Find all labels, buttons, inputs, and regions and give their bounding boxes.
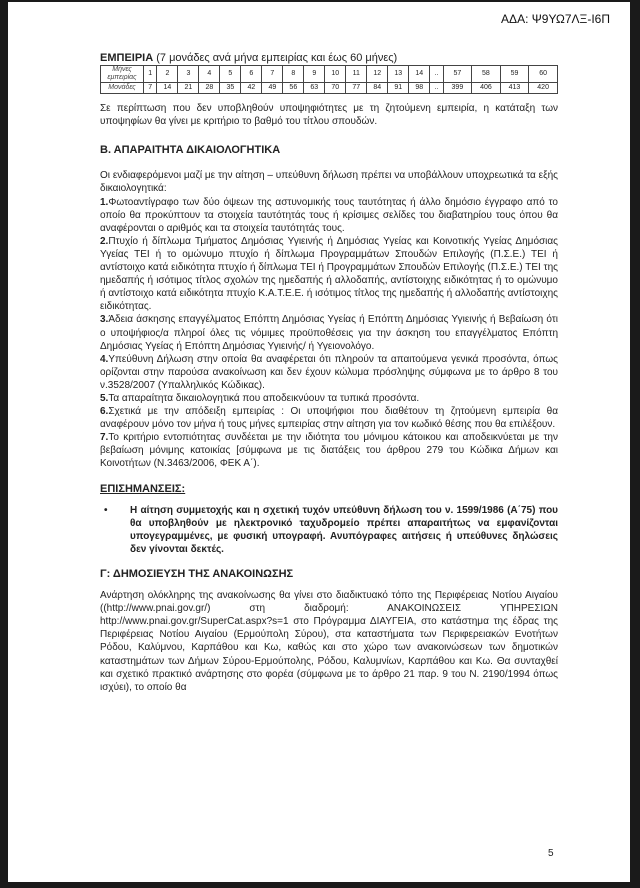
- experience-heading-bold: ΕΜΠΕΙΡΙΑ: [100, 52, 154, 64]
- months-cell: 14: [409, 66, 430, 83]
- units-cell: 413: [500, 83, 529, 94]
- units-cell: 49: [262, 83, 283, 94]
- units-cell: 35: [220, 83, 241, 94]
- months-cell: 8: [283, 66, 304, 83]
- document-item-number: 4.: [100, 353, 109, 365]
- units-cell: 399: [443, 83, 472, 94]
- months-cell: 4: [199, 66, 220, 83]
- units-cell: 84: [367, 83, 388, 94]
- notes-bullet-item: [100, 504, 558, 556]
- section-c-title: Γ: ΔΗΜΟΣΙΕΥΣΗ ΤΗΣ ΑΝΑΚΟΙΝΩΣΗΣ: [100, 568, 294, 580]
- units-cell: ..: [430, 83, 443, 94]
- document-item-number: 1.: [100, 196, 109, 208]
- units-cell: 56: [283, 83, 304, 94]
- months-cell: 57: [443, 66, 472, 83]
- notes-text: Η αίτηση συμμετοχής και η σχετική τυχόν υπεύθυνη δήλωση του ν. 1599/1986 (Α΄75) που θα υποβληθούν με ηλεκτρονικό ταχυδρομείο πρέπει απαραιτήτως να εμφανίζονται υπογεγραμμένες, με φυσική υπογραφή. Ανυπόγραφες αιτήσεις ή υπεύθυνες δηλώσεις δεν γίνονται δεκτές.: [130, 504, 558, 555]
- months-cell: 60: [529, 66, 558, 83]
- notes-title: ΕΠΙΣΗΜΑΝΣΕΙΣ:: [100, 482, 186, 495]
- units-cell: 63: [304, 83, 325, 94]
- document-item-text: Υπεύθυνη Δήλωση στην οποία θα αναφέρεται ότι πληρούν τα απαιτούμενα γενικά προσόντα, όπως ορίζονται στην παρούσα ανακοίνωση και δεν έχουν κώλυμα πρόσληψης σύμφωνα με το άρθρο 8 του ν.3528/2007 (Υπαλληλικός Κώδικας).: [100, 353, 558, 391]
- units-cell: 91: [388, 83, 409, 94]
- months-cell: 1: [144, 66, 157, 83]
- months-cell: 13: [388, 66, 409, 83]
- document-item-text: Σχετικά με την απόδειξη εμπειρίας : Οι υποψήφιοι που διαθέτουν τη ζητούμενη εμπειρία θα αναφέρουν μόνο τον μήνα ή τους μήνες εμπειρίας στην αίτηση για τον κωδικό θέσης που θα επιλέξουν.: [100, 406, 558, 431]
- months-cell: 5: [220, 66, 241, 83]
- document-item-number: 6.: [100, 406, 109, 418]
- months-row-label: Μήνες εμπειρίας: [101, 66, 144, 83]
- document-item-text: Το κριτήριο εντοπιότητας συνδέεται με την ιδιότητα του μόνιμου κάτοικου και αποδεικνύεται με την βεβαίωση μόνιμης κατοικίας [σύμφωνα με τις διατάξεις του άρθρου 279 του Κώδικα Δήμων και Κοινοτήτων (Ν.3463/2006, ΦΕΚ Α΄).: [100, 432, 558, 470]
- document-item-text: Άδεια άσκησης επαγγέλματος Επόπτη Δημόσιας Υγείας ή Επόπτη Δημόσιας Υγιεινής ή Βεβαίωση ότι ο υποψήφιος/α πληροί όλες τις νόμιμες προϋποθέσεις για την άσκηση του επαγγέλματος Επόπτη Δημόσιας Υγείας ή Επόπτη Δημόσιας Υγιεινής/ ή Υγειονολόγο.: [100, 314, 558, 352]
- units-row-label: Μονάδες: [101, 83, 144, 94]
- document-item-number: 5.: [100, 392, 109, 404]
- units-cell: 7: [144, 83, 157, 94]
- document-item-number: 7.: [100, 432, 109, 444]
- units-cell: 98: [409, 83, 430, 94]
- units-cell: 70: [325, 83, 346, 94]
- units-cell: 14: [157, 83, 178, 94]
- document-item: [100, 235, 558, 314]
- document-item: [100, 313, 558, 352]
- document-item-text: Πτυχίο ή δίπλωμα Τμήματος Δημόσιας Υγιεινής ή Δημόσιας Υγείας και Κοινοτικής Υγείας Δημόσιας Υγείας ΤΕΙ ή το ομώνυμο πτυχίο ή δίπλωμα Προγραμμάτων Σπουδών Επιλογής (Π.Σ.Ε.) ΤΕΙ ή αντίστοιχο κατά ειδικότητα πτυχίο ή δίπλωμα ΤΕΙ ή Προγραμμάτων Σπουδών Επιλογής (Π.Σ.Ε.) ΤΕΙ της ημεδαπής ή ισότιμος τίτλος σχολών της ημεδαπής ή αλλοδαπής, αντίστοιχης ειδικότητας ή το ομώνυμο ή αντίστοιχο κατά ειδικότητα πτυχίο Κ.Α.Τ.Ε.Ε. ή ισότιμος τίτλος της ημεδαπής ή αλλοδαπής αντίστοιχης ειδικότητας.: [100, 235, 558, 313]
- document-item: [100, 353, 558, 392]
- section-b-title: Β. ΑΠΑΡΑΙΤΗΤΑ ΔΙΚΑΙΟΛΟΓΗΤΙΚΑ: [100, 144, 281, 157]
- document-item-text: Τα απαραίτητα δικαιολογητικά που αποδεικνύουν τα τυπικά προσόντα.: [108, 392, 420, 404]
- months-cell: 3: [178, 66, 199, 83]
- document-item: [100, 196, 558, 235]
- document-item-number: 2.: [100, 235, 109, 247]
- document-item: [100, 431, 558, 470]
- document-item: [100, 405, 558, 431]
- bullet-icon: •: [104, 504, 108, 516]
- section-b-intro: Οι ενδιαφερόμενοι μαζί με την αίτηση – υπεύθυνη δήλωση πρέπει να υποβάλλουν υποχρεωτικά τα εξής δικαιολογητικά:: [100, 170, 558, 195]
- units-cell: 28: [199, 83, 220, 94]
- section-c-text: Ανάρτηση ολόκληρης της ανακοίνωσης θα γίνει στο διαδικτυακό τόπο της Περιφέρειας Νοτίου Αιγαίου ((http://www.pnai.gov.gr/) στη διαδρομή: ΑΝΑΚΟΙΝΩΣΕΙΣ ΥΠΗΡΕΣΙΩΝ http://www.pnai.gov.gr/SuperCat.aspx?s=1 στο Πρόγραμμα ΔΙΑΥΓΕΙΑ, στο κατάστημα της έδρας της Περιφέρειας Νοτίου Αιγαίου (Ερμούπολη Σύρου), στα καταστήματα των Περιφερειακών Ενοτήτων Ρόδου, Καλύμνου, Καρπάθου και Κω, καθώς και στο χώρο των ανακοινώσεων των δημοτικών καταστημάτων των Δήμων Σύρου-Ερμούπολης, Ρόδου, Καλυμνίων, Καρπάθου και Κω. Θα συνταχθεί και σχετικό πρακτικό ανάρτησης στο φορέα (σύμφωνα με το άρθρο 21 παρ. 9 του Ν. 2190/1994 όπως ισχύει), το οποίο θα: [100, 590, 558, 693]
- units-cell: 406: [472, 83, 501, 94]
- experience-heading-rest: (7 μονάδες ανά μήνα εμπειρίας και έως 60 μήνες): [153, 52, 398, 64]
- units-cell: 21: [178, 83, 199, 94]
- page-number: 5: [548, 848, 554, 859]
- months-cell: 9: [304, 66, 325, 83]
- document-page: [8, 2, 630, 882]
- months-cell: 10: [325, 66, 346, 83]
- ada-code: ΑΔΑ: Ψ9ΥΩ7ΛΞ-Ι6Π: [501, 12, 610, 26]
- documents-list: [100, 196, 558, 471]
- document-item: [100, 392, 558, 405]
- document-item-number: 3.: [100, 314, 109, 326]
- document-item-text: Φωτοαντίγραφο των δύο όψεων της αστυνομικής τους ταυτότητας ή άλλο δημόσιο έγγραφο από το οποίο θα προκύπτουν τα στοιχεία ταυτότητάς τους ή κρίσιμες σελίδες του διαβατηρίου τους όπου θα αναφέρονται ο αριθμός και τα στοιχεία ταυτότητάς τους.: [100, 196, 558, 234]
- units-cell: 420: [529, 83, 558, 94]
- months-row: [101, 66, 558, 83]
- months-cell: 2: [157, 66, 178, 83]
- months-cell: 59: [500, 66, 529, 83]
- months-cell: ..: [430, 66, 443, 83]
- months-cell: 7: [262, 66, 283, 83]
- months-cell: 58: [472, 66, 501, 83]
- months-cell: 6: [241, 66, 262, 83]
- experience-heading: [100, 52, 558, 65]
- experience-note: Σε περίπτωση που δεν υποβληθούν υποψηφιότητες με τη ζητούμενη εμπειρία, η κατάταξη των υποψηφίων θα γίνει με κριτήριο το βαθμό του τίτλου σπουδών.: [100, 103, 558, 128]
- units-cell: 77: [346, 83, 367, 94]
- months-cell: 12: [367, 66, 388, 83]
- page-content: [100, 52, 558, 694]
- experience-table: [100, 65, 558, 94]
- units-row: [101, 83, 558, 94]
- months-cell: 11: [346, 66, 367, 83]
- units-cell: 42: [241, 83, 262, 94]
